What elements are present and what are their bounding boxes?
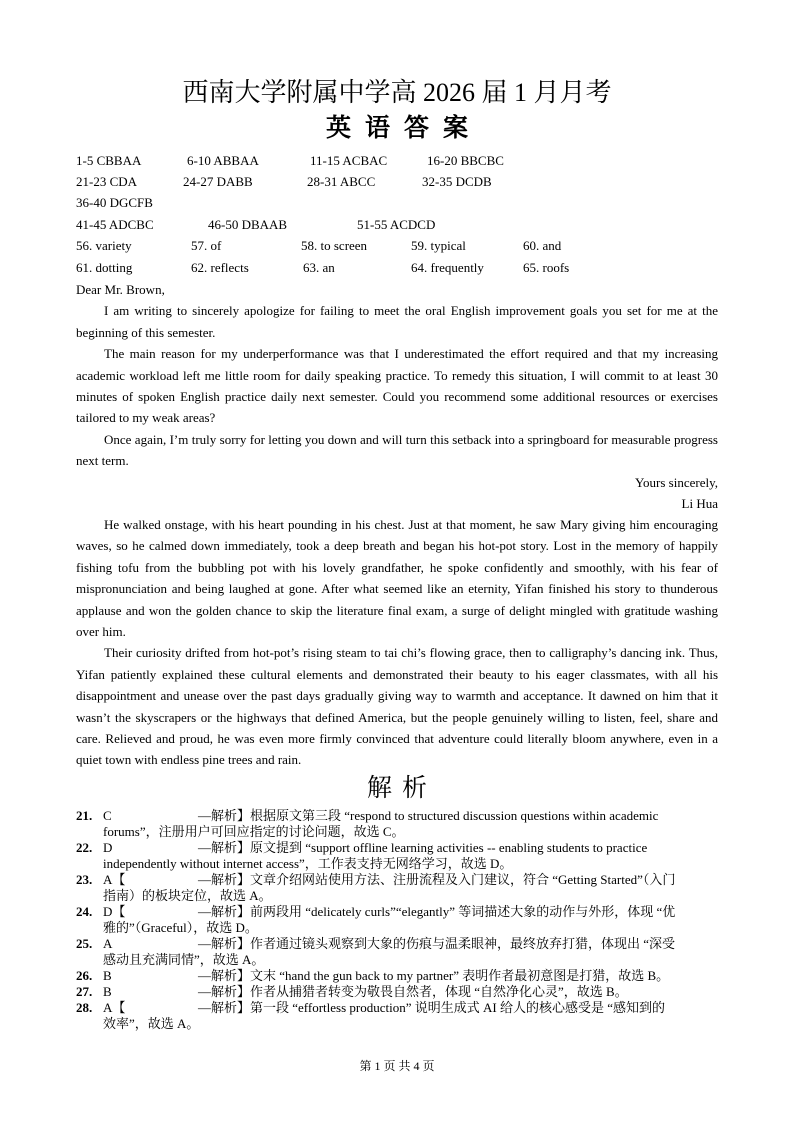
explanation: —解析】根据原文第三段 “respond to structured discussion questions within academic xyxy=(198,808,659,823)
story-paragraph: He walked onstage, with his heart pounding in his chest. Just at that moment, he saw Mary giving him encouraging waves, so he calmed down immediately, took a deep breath and began his hot-pot story. Lost in the memory of happily fishing tofu from the bubbling pot with his lovely grandfather, he spoke confidently and smoothly, with his fear of mispronunciation and being laughed at gone. After what seemed like an eternity, Yifan finished his story to thunderous applause and won the golden chance to skip the literature final exam, a surge of delight mingled with gratitude washing over him. xyxy=(76,517,718,640)
explanation: —解析】前两段用 “delicately curls”“elegantly” 等词描述大象的动作与外形，体现 “优 xyxy=(198,904,676,919)
explanation-continued: forums”，注册用户可回应指定的讨论问题，故选 C。 xyxy=(103,824,405,839)
letter-paragraph: I am writing to sincerely apologize for failing to meet the oral English improvement goals you set for me at the beginning of this semester. xyxy=(76,303,718,340)
story-paragraph: Their curiosity drifted from hot-pot’s rising steam to tai chi’s flowing grace, then to calligraphy’s dancing ink. Thus, Yifan patiently explained these cultural elements and demonstrated their beauty to his eager classmates, with all his disappointment and unease over the past days gradually giving way to warmth and acceptance. It dawned on him that it wasn’t the skyscrapers or the highways that defined America, but the people genuinely willing to listen, feel, share and care. Relieved and proud, he was even more firmly convinced that adventure could literally bloom anywhere, even in a quiet town with endless pine trees and rain. xyxy=(76,645,718,768)
question-number: 25. xyxy=(76,936,93,951)
letter-paragraph: The main reason for my underperformance was that I underestimated the effort required and that my increasing academic workload left me little room for daily speaking practice. To remedy this situation, I will commit to at least 30 minutes of spoken English practice daily next semester. Could you recommend some additional resources or exercises tailored to my weak areas? xyxy=(76,346,718,426)
answer-letter: D xyxy=(103,840,113,855)
letter-closing: Yours sincerely, xyxy=(634,474,718,490)
answer-group: 16-20 BBCBC xyxy=(427,153,504,168)
story xyxy=(76,514,718,771)
answer-group: 1-5 CBBAA xyxy=(76,153,142,168)
answer-group: 24-27 DABB xyxy=(183,174,253,189)
question-number: 28. xyxy=(76,1000,93,1015)
question-number: 27. xyxy=(76,984,93,999)
answer-letter: C xyxy=(103,808,112,823)
explanation: —解析】文末 “hand the gun back to my partner” 表明作者最初意图是打猎，故选 B。 xyxy=(198,968,670,983)
answer-letter: A【 xyxy=(103,1000,126,1015)
question-number: 24. xyxy=(76,904,93,919)
answer-item: 61. dotting xyxy=(76,260,133,275)
answer-group: 32-35 DCDB xyxy=(422,174,492,189)
answer-item: 62. reflects xyxy=(191,260,249,275)
answer-letter: A【 xyxy=(103,872,126,887)
explanation-continued: 感动且充满同情”，故选 A。 xyxy=(103,952,265,967)
answer-item: 58. to screen xyxy=(301,238,368,253)
explanation-continued: independently without internet access”，工作表支持无网络学习，故选 D。 xyxy=(103,856,513,871)
answer-group: 36-40 DGCFB xyxy=(76,195,153,210)
answer-item: 57. of xyxy=(191,238,222,253)
explanation: —解析】第一段 “effortless production” 说明生成式 AI 给人的核心感受是 “感知到的 xyxy=(198,1000,665,1015)
answer-item: 56. variety xyxy=(76,238,132,253)
analysis-title: 解析 xyxy=(366,775,437,802)
answer-group: 11-15 ACBAC xyxy=(310,153,388,168)
explanation: —解析】作者从捕猎者转变为敬畏自然者，体现 “自然净化心灵”，故选 B。 xyxy=(198,984,628,999)
answer-group: 28-31 ABCC xyxy=(307,174,376,189)
question-number: 26. xyxy=(76,968,93,983)
answer-group: 51-55 ACDCD xyxy=(357,217,436,232)
explanation-continued: 指南）的板块定位，故选 A。 xyxy=(103,888,272,903)
answer-item: 64. frequently xyxy=(411,260,484,275)
page-subtitle: 英语答案 xyxy=(325,115,482,142)
letter-signature: Li Hua xyxy=(681,496,718,512)
answer-group: 46-50 DBAAB xyxy=(208,217,288,232)
letter-greeting: Dear Mr. Brown, xyxy=(76,282,165,297)
page-number: 第 1 页 共 4 页 xyxy=(359,1059,435,1073)
explanation: —解析】文章介绍网站使用方法、注册流程及入门建议，符合 “Getting Started”（入门 xyxy=(198,872,676,887)
question-number: 22. xyxy=(76,840,93,855)
answer-item: 60. and xyxy=(523,238,562,253)
answer-item: 63. an xyxy=(303,260,335,275)
explanation-continued: 效率”，故选 A。 xyxy=(103,1016,200,1031)
answer-item: 59. typical xyxy=(411,238,466,253)
answer-letter: B xyxy=(103,984,112,999)
question-number: 23. xyxy=(76,872,93,887)
letter-paragraph: Once again, I’m truly sorry for letting you down and will turn this setback into a springboard for measurable progress next term. xyxy=(76,431,718,469)
answer-item: 65. roofs xyxy=(523,260,570,275)
answer-group: 6-10 ABBAA xyxy=(187,153,259,168)
answer-letter: A xyxy=(103,936,113,951)
explanation-continued: 雅的”（Graceful），故选 D。 xyxy=(103,920,258,935)
letter xyxy=(76,279,718,514)
answer-letter: B xyxy=(103,968,112,983)
answer-letter: D【 xyxy=(103,904,126,919)
explanation: —解析】原文提到 “support offline learning activities -- enabling students to practice xyxy=(198,840,648,855)
answer-group: 41-45 ADCBC xyxy=(76,217,154,232)
question-number: 21. xyxy=(76,808,93,823)
explanation: —解析】作者通过镜头观察到大象的伤痕与温柔眼神，最终放弃打猎，体现出 “深受 xyxy=(198,936,676,951)
answer-group: 21-23 CDA xyxy=(76,174,138,189)
page-title: 西南大学附属中学高 2026 届 1 月月考 xyxy=(182,78,612,107)
